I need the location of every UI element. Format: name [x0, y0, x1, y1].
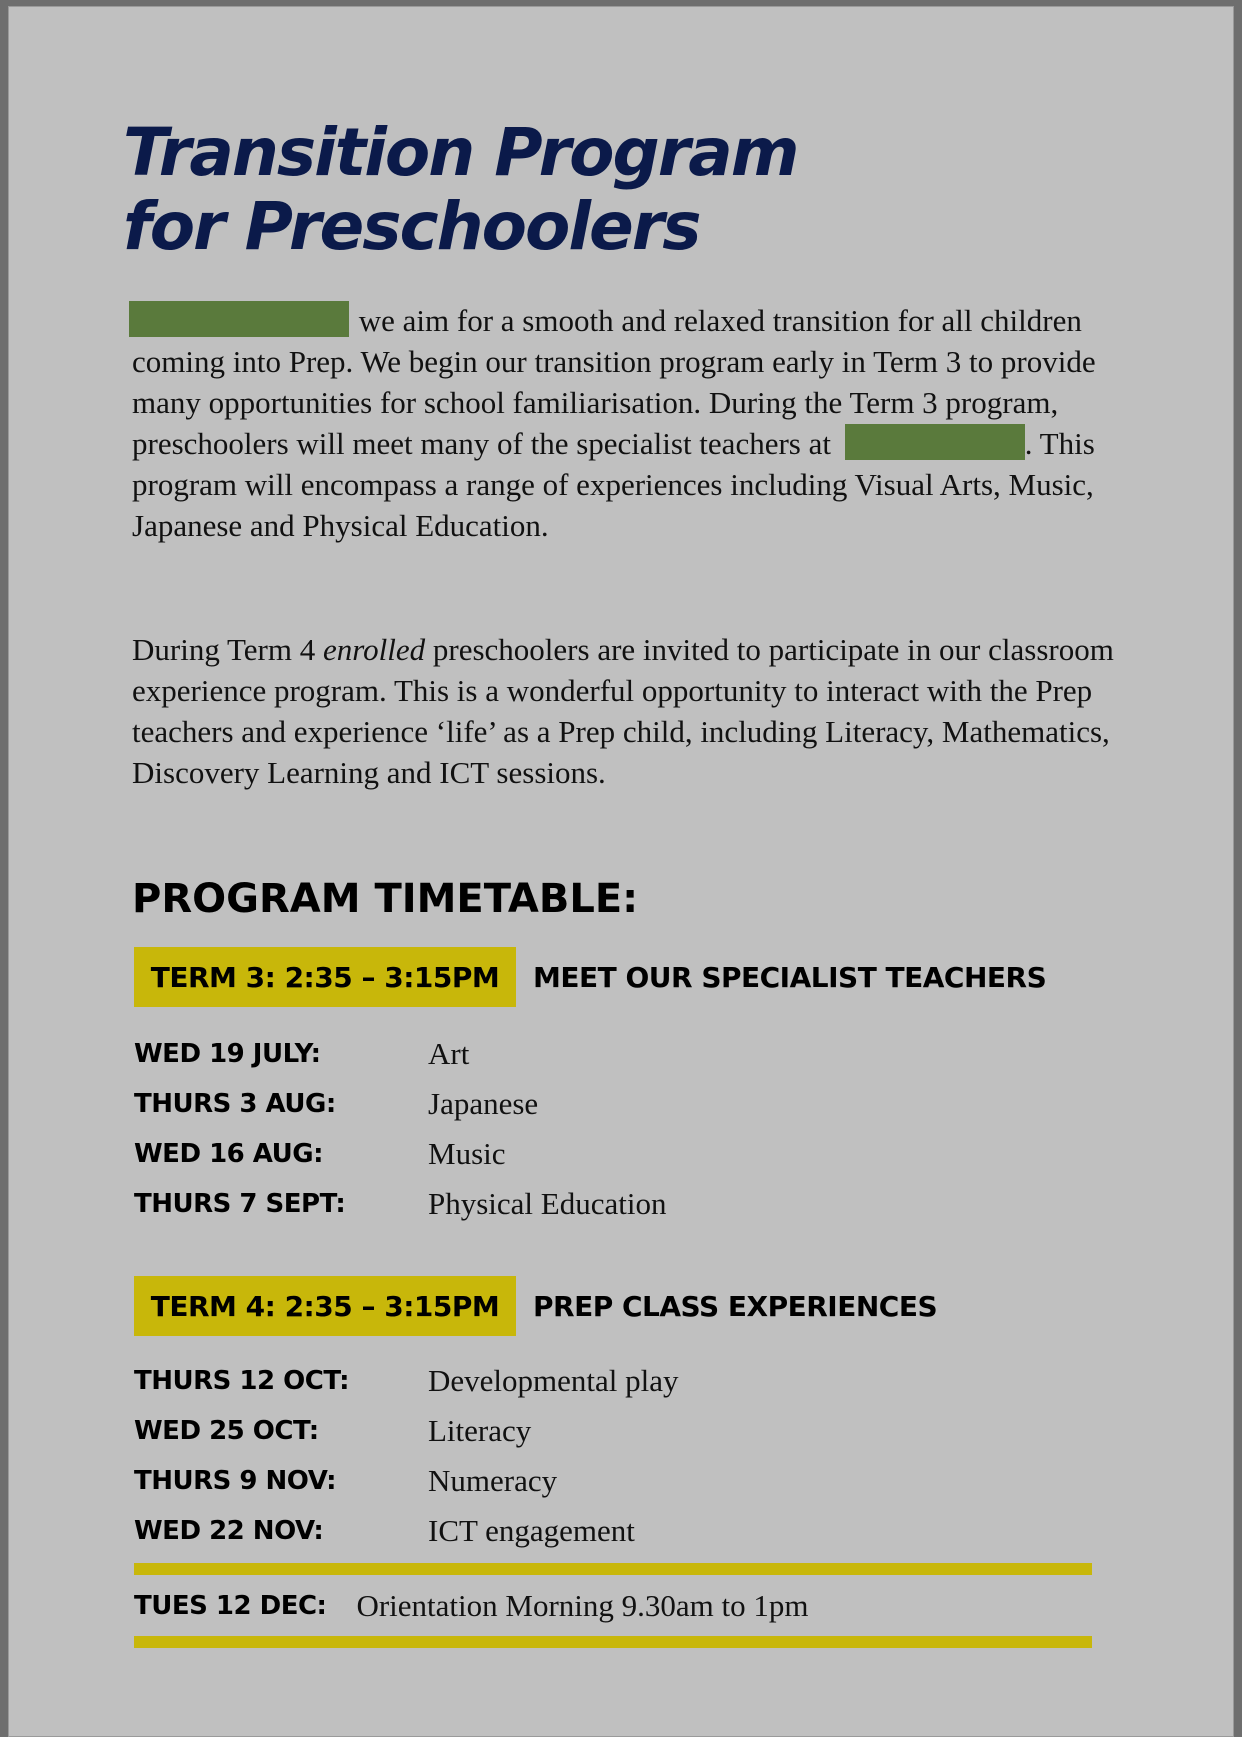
schedule-row	[134, 1079, 1134, 1129]
orientation-day: TUES 12 DEC:	[134, 1591, 327, 1621]
title-line-1: Transition Program	[123, 114, 798, 191]
title-line-2: for Preschoolers	[123, 188, 700, 265]
session-activity: Art	[428, 1036, 470, 1071]
session-activity: Literacy	[428, 1413, 532, 1448]
session-day: WED 22 NOV:	[134, 1516, 324, 1546]
page-title	[123, 116, 798, 264]
schedule-row	[134, 1356, 1134, 1406]
term4-heading: PREP CLASS EXPERIENCES	[533, 1289, 938, 1323]
schedule-row	[134, 1029, 1134, 1079]
schedule-row	[134, 1406, 1134, 1456]
term4-paragraph	[132, 629, 1142, 793]
document-page	[8, 6, 1234, 1737]
session-day: WED 19 JULY:	[134, 1039, 321, 1069]
orientation-row	[134, 1581, 808, 1631]
divider-top	[134, 1563, 1092, 1575]
session-day: THURS 12 OCT:	[134, 1366, 350, 1396]
term4-text-after: preschoolers are invited to participate in our classroom experience program. This is a wonderful opportunity to interact with the Prep teachers and experience ‘life’ as a Prep child, including Literacy, Mathematics, Discovery Learning and ICT sessions.	[132, 632, 1114, 790]
session-day: THURS 3 AUG:	[134, 1089, 336, 1119]
term3-heading: MEET OUR SPECIALIST TEACHERS	[533, 960, 1047, 994]
session-activity: ICT engagement	[428, 1513, 635, 1548]
schedule-row	[134, 1456, 1134, 1506]
session-day: THURS 7 SEPT:	[134, 1189, 346, 1219]
session-activity: Numeracy	[428, 1463, 558, 1498]
term3-schedule	[134, 1029, 1134, 1229]
term4-text-emphasis: enrolled	[322, 632, 426, 667]
session-activity: Developmental play	[428, 1363, 679, 1398]
intro-text-part-1: we aim for a smooth and relaxed transition for all children coming into Prep. We begin our transition program early in Term 3 to provide many opportunities for school familiarisation. During the Term 3 program, preschoolers will meet many of the specialist teachers at	[132, 303, 1096, 461]
session-activity: Music	[428, 1136, 506, 1171]
divider-bottom	[134, 1636, 1092, 1648]
redaction-block	[845, 424, 1025, 460]
term3-header	[134, 947, 1046, 1007]
schedule-row	[134, 1179, 1134, 1229]
session-day: WED 16 AUG:	[134, 1139, 323, 1169]
timetable-heading: PROGRAM TIMETABLE:	[132, 876, 639, 922]
session-activity: Japanese	[428, 1086, 539, 1121]
intro-text-part-2: . This program will encompass a range of experiences including Visual Arts, Music, Japanese and Physical Education.	[132, 426, 1095, 543]
intro-paragraph	[132, 300, 1142, 546]
term3-badge: TERM 3: 2:35 – 3:15PM	[134, 947, 516, 1007]
term4-text-before: During Term 4	[132, 632, 316, 667]
schedule-row	[134, 1506, 1134, 1556]
term4-badge: TERM 4: 2:35 – 3:15PM	[134, 1276, 516, 1336]
session-day: WED 25 OCT:	[134, 1416, 319, 1446]
redaction-block	[129, 301, 349, 337]
schedule-row	[134, 1129, 1134, 1179]
term4-header	[134, 1276, 937, 1336]
term4-schedule	[134, 1356, 1134, 1556]
session-activity: Physical Education	[428, 1186, 667, 1221]
session-day: THURS 9 NOV:	[134, 1466, 337, 1496]
orientation-activity: Orientation Morning 9.30am to 1pm	[356, 1588, 809, 1623]
